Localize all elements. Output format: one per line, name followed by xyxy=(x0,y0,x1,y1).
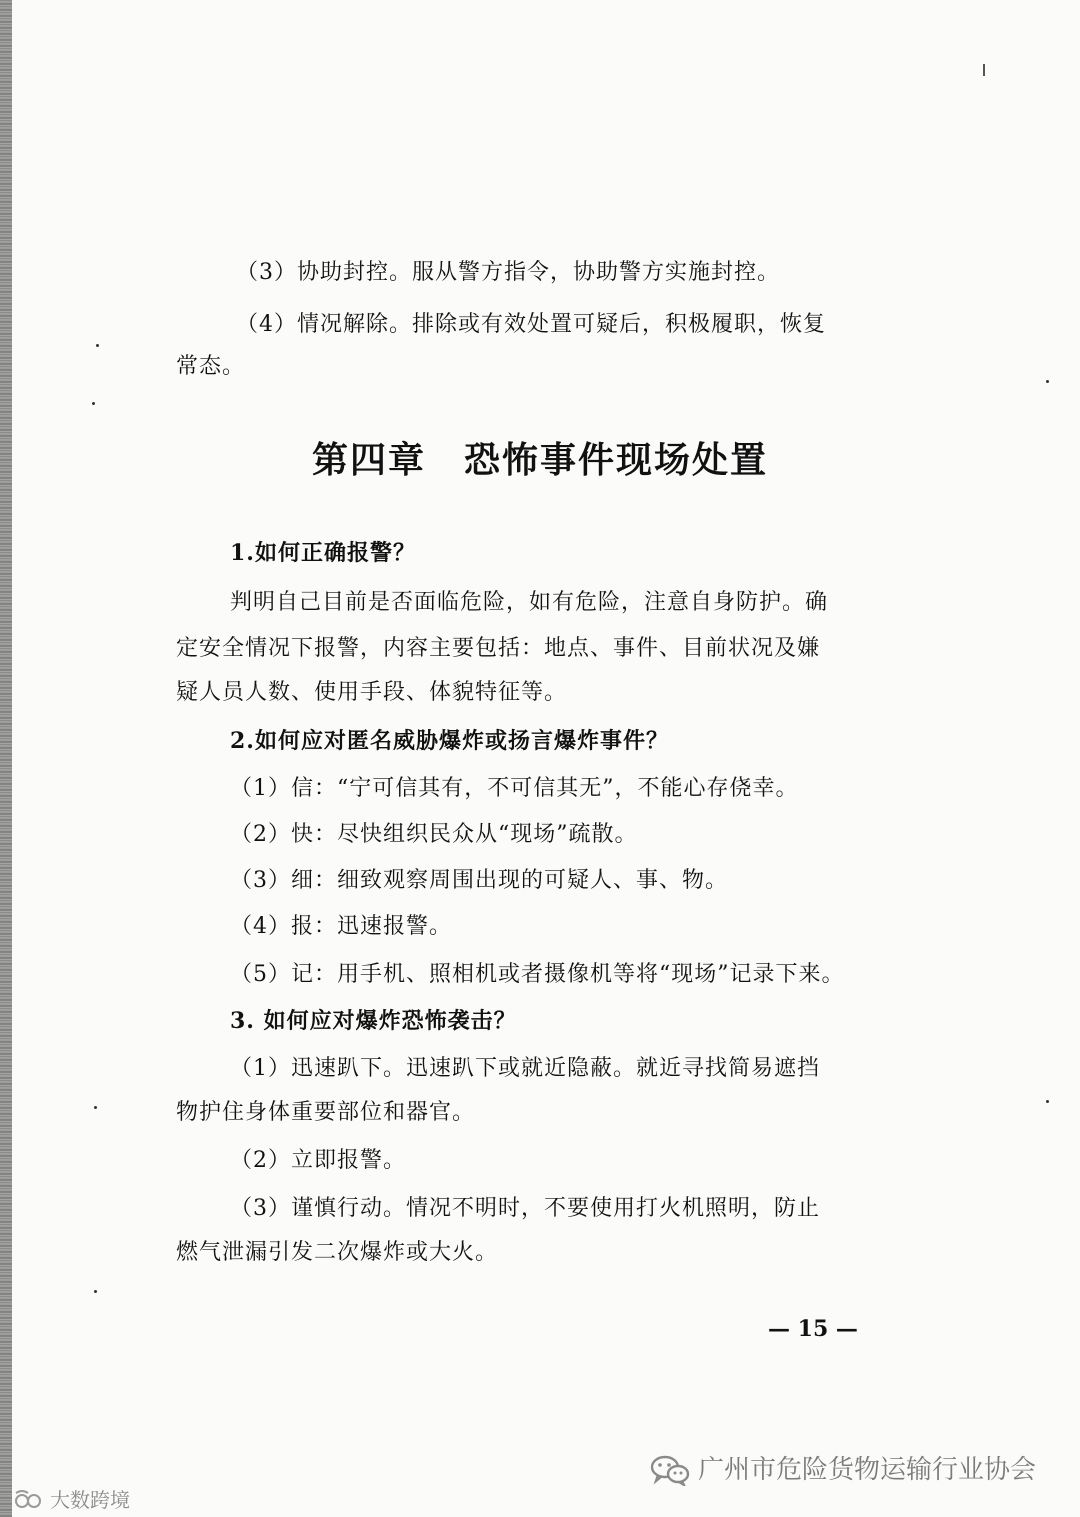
scan-speck xyxy=(94,1106,97,1109)
list-item: （4）报：迅速报警。 xyxy=(230,914,452,939)
body-line: 常态。 xyxy=(176,354,246,379)
list-item: （1）迅速趴下。迅速趴下或就近隐蔽。就近寻找简易遮挡 xyxy=(230,1056,820,1081)
scan-speck xyxy=(1046,380,1049,383)
body-line: 疑人员人数、使用手段、体貌特征等。 xyxy=(176,680,568,705)
question-heading: 1.如何正确报警？ xyxy=(230,540,416,566)
body-line: 物护住身体重要部位和器官。 xyxy=(176,1100,476,1125)
scan-speck xyxy=(92,402,95,405)
body-line: 判明自己目前是否面临危险，如有危险，注意自身防护。确 xyxy=(230,590,829,615)
question-heading: 2.如何应对匿名威胁爆炸或扬言爆炸事件？ xyxy=(230,728,669,754)
logo-icon xyxy=(14,1489,44,1511)
body-line: 燃气泄漏引发二次爆炸或大火。 xyxy=(176,1240,499,1265)
list-item: （5）记：用手机、照相机或者摄像机等将“现场”记录下来。 xyxy=(230,962,845,987)
list-item: （2）立即报警。 xyxy=(230,1148,406,1173)
chapter-title: 第四章 恐怖事件现场处置 xyxy=(311,439,768,481)
list-item: （3）谨慎行动。情况不明时，不要使用打火机照明，防止 xyxy=(230,1196,820,1221)
scan-speck xyxy=(1046,1100,1049,1103)
page-number: — 15 — xyxy=(768,1316,858,1342)
list-item: （2）快：尽快组织民众从“现场”疏散。 xyxy=(230,822,638,847)
watermark-brand xyxy=(14,1487,130,1513)
scan-edge xyxy=(0,0,12,1517)
watermark-brand-name: 大数跨境 xyxy=(50,1488,130,1512)
body-line: （4）情况解除。排除或有效处置可疑后，积极履职，恢复 xyxy=(236,312,826,337)
scan-speck xyxy=(96,344,99,347)
scan-mark xyxy=(983,64,985,76)
list-item: （1）信：“宁可信其有，不可信其无”，不能心存侥幸。 xyxy=(230,776,799,801)
body-line: （3）协助封控。服从警方指令，协助警方实施封控。 xyxy=(236,260,780,285)
question-heading: 3. 如何应对爆炸恐怖袭击？ xyxy=(230,1008,517,1034)
scan-speck xyxy=(94,1290,97,1293)
watermark-account xyxy=(650,1452,1036,1488)
body-line: 定安全情况下报警，内容主要包括：地点、事件、目前状况及嫌 xyxy=(176,636,821,661)
wechat-icon xyxy=(650,1454,690,1486)
watermark-account-name: 广州市危险货物运输行业协会 xyxy=(698,1455,1037,1485)
list-item: （3）细：细致观察周围出现的可疑人、事、物。 xyxy=(230,868,728,893)
